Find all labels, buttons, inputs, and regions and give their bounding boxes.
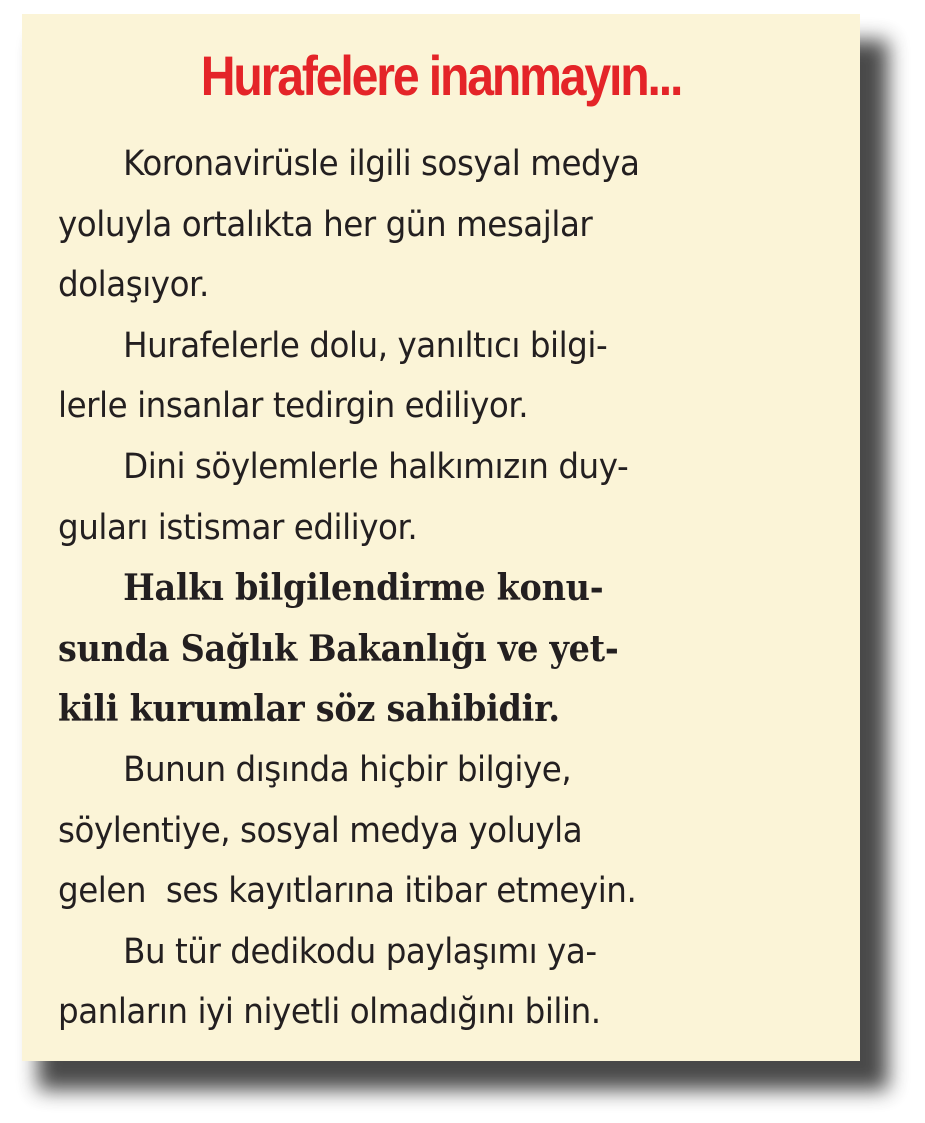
bold-text-line: Halkı bilgilendirme konu- [123, 567, 604, 610]
text-line: lerle insanlar tedirgin ediliyor. [58, 386, 529, 427]
text-line: Bunun dışında hiçbir bilgiye, [123, 749, 572, 790]
headline: Hurafelere inanmayın... [200, 44, 682, 107]
news-box [22, 14, 860, 1061]
text-line: panların iyi niyetli olmadığını bilin. [58, 992, 601, 1033]
bold-text-line: sunda Sağlık Bakanlığı ve yet- [58, 627, 619, 670]
text-line: Koronavirüsle ilgili sosyal medya [123, 144, 640, 184]
text-line: Bu tür dedikodu paylaşımı ya- [123, 931, 597, 972]
text-line: dolaşıyor. [58, 265, 209, 306]
bold-text-line: kili kurumlar söz sahibidir. [58, 688, 560, 731]
text-line: söylentiye, sosyal medya yoluyla [58, 810, 583, 851]
text-line: yoluyla ortalıkta her gün mesajlar [58, 204, 593, 245]
text-line: Dini söylemlerle halkımızın duy- [123, 446, 629, 487]
text-line: guları istismar ediliyor. [58, 507, 418, 548]
article-body [58, 134, 848, 1043]
text-line: Hurafelerle dolu, yanıltıcı bilgi- [123, 325, 608, 366]
text-line: gelen ses kayıtlarına itibar etmeyin. [58, 871, 637, 912]
